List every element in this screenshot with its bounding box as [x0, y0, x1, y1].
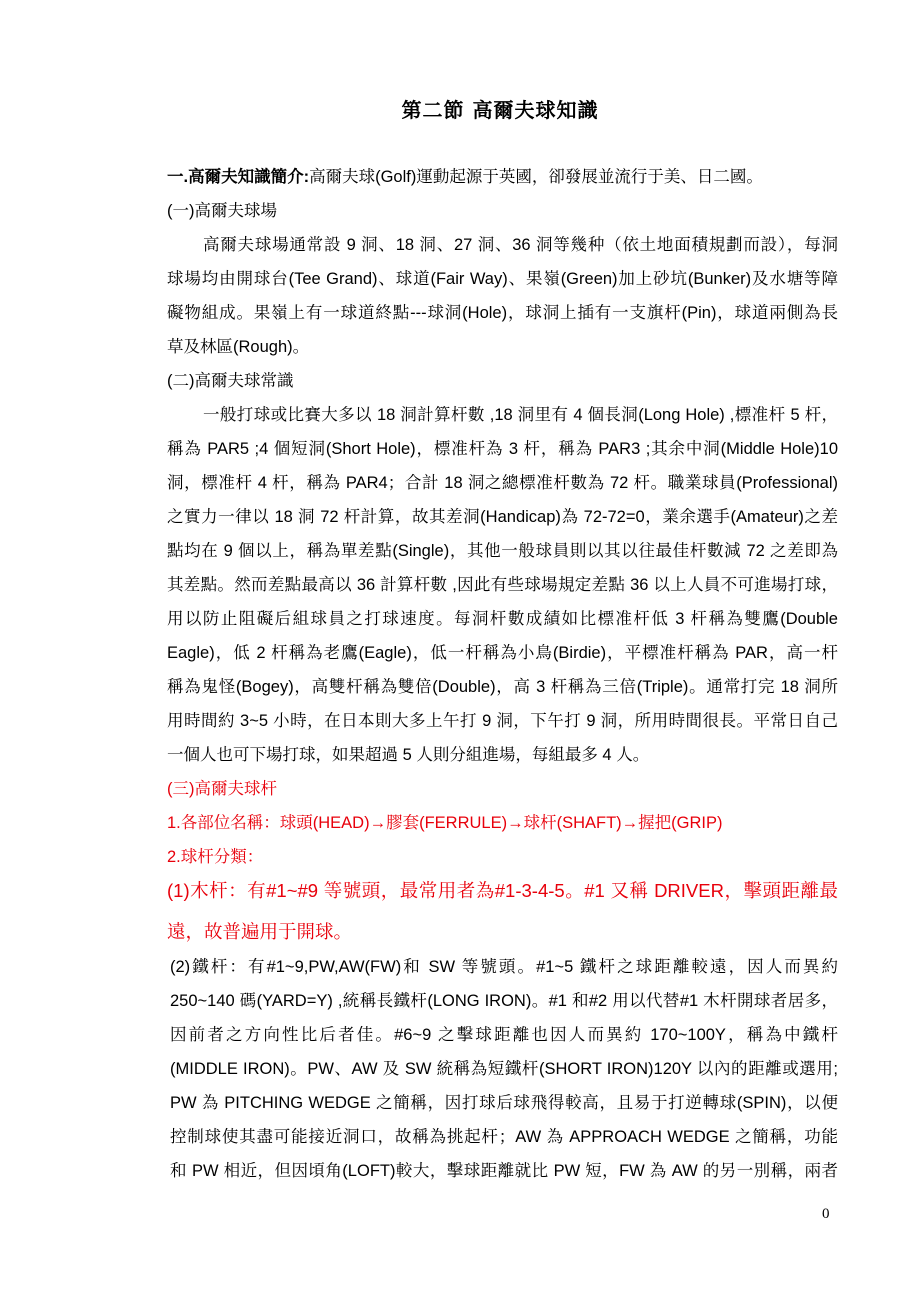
line-text: 洞，標准杆 4 杆，稱為 PAR4；合計 18 洞之總標准杆數為 72 杆。職業球員(Professional): [167, 474, 838, 492]
line-text: 高爾夫球(Golf)運動起源于英國，卻發展並流行于美、日二國。: [309, 168, 763, 186]
text-line: [167, 506, 838, 528]
text-line: [170, 1024, 838, 1046]
line-text: (二)高爾夫球常識: [167, 372, 294, 390]
text-line: [167, 370, 838, 392]
line-text: 250~140 碼(YARD=Y) ,統稱長鐵杆(LONG IRON)。#1 和#2 用以代替#1 木杆開球者居多，: [170, 992, 838, 1010]
line-text: 用以防止阻礙后組球員之打球速度。每洞杆數成績如比標准杆低 3 杆稱為雙鷹(Double: [167, 610, 838, 628]
line-text: PW 為 PITCHING WEDGE 之簡稱，因打球后球飛得較高，且易于打逆轉球(SPIN)，以便: [170, 1094, 838, 1112]
text-line: [167, 302, 838, 324]
line-text: 1.各部位名稱：球頭(HEAD)→膠套(FERRULE)→球杆(SHAFT)→握把(GRIP): [167, 814, 723, 832]
text-line: [167, 710, 838, 732]
text-line: [167, 166, 838, 188]
text-line: [167, 846, 838, 868]
line-text: 稱為鬼怪(Bogey)，高雙杆稱為雙倍(Double)，高 3 杆稱為三倍(Triple)。通常打完 18 洞所: [167, 678, 838, 696]
text-line: [170, 1160, 838, 1182]
text-line: [170, 990, 838, 1012]
text-line: [167, 540, 838, 562]
line-text: Eagle)，低 2 杆稱為老鷹(Eagle)，低一杆稱為小鳥(Birdie)，平標准杆稱為 PAR，高一杆: [167, 644, 838, 662]
line-text: 和 PW 相近，但因頃角(LOFT)較大，擊球距離就比 PW 短，FW 為 AW 的另一別稱，兩者: [170, 1162, 838, 1180]
page-title: 第二節 高爾夫球知識: [401, 98, 599, 122]
page-number: 0: [822, 1206, 830, 1222]
line-text: 點均在 9 個以上，稱為單差點(Single)，其他一般球員則以其以往最佳杆數減 72 之差即為: [167, 542, 838, 560]
line-text: 一個人也可下場打球，如果超過 5 人則分組進場，每組最多 4 人。: [167, 746, 650, 764]
line-text: 球場均由開球台(Tee Grand)、球道(Fair Way)、果嶺(Green)加上砂坑(Bunker)及水塘等障: [167, 270, 838, 288]
line-text: (三)高爾夫球杆: [167, 780, 277, 798]
text-line: [167, 574, 838, 596]
text-line: [170, 1058, 838, 1080]
line-text: (1)木杆：有#1~#9 等號頭，最常用者為#1-3-4-5。#1 又稱 DRIVER，擊頭距離最: [167, 880, 838, 901]
line-text: (一)高爾夫球場: [167, 202, 277, 220]
line-text: 礙物組成。果嶺上有一球道終點---球洞(Hole)，球洞上插有一支旗杆(Pin)，球道兩側為長: [167, 304, 838, 322]
text-line: [167, 880, 838, 902]
line-text: 之實力一律以 18 洞 72 杆計算，故其差洞(Handicap)為 72-72=0，業余選手(Amateur)之差: [167, 508, 838, 526]
section-heading: 一.高爾夫知識簡介:: [167, 168, 310, 186]
text-line: [167, 438, 838, 460]
text-line: [167, 200, 838, 222]
line-text: 稱為 PAR5 ;4 個短洞(Short Hole)，標准杆為 3 杆，稱為 PAR3 ;其余中洞(Middle Hole)10: [167, 440, 838, 458]
line-text: 高爾夫球場通常設 9 洞、18 洞、27 洞、36 洞等幾种（依土地面積規劃而設），每洞: [203, 236, 838, 254]
text-line: [167, 336, 838, 358]
text-line: [170, 1092, 838, 1114]
line-text: 遠，故普遍用于開球。: [167, 921, 353, 942]
line-text: 2.球杆分類：: [167, 848, 264, 866]
text-line: [167, 268, 838, 290]
text-line: [167, 404, 838, 426]
line-text: 用時間約 3~5 小時，在日本則大多上午打 9 洞，下午打 9 洞，所用時間很長。平常日自己: [167, 712, 838, 730]
text-line: [167, 608, 838, 630]
text-line: [167, 472, 838, 494]
line-text: 因前者之方向性比后者佳。#6~9 之擊球距離也因人而異約 170~100Y，稱為中鐵杆: [170, 1026, 838, 1044]
line-text: 控制球使其盡可能接近洞口，故稱為挑起杆；AW 為 APPROACH WEDGE 之簡稱，功能: [170, 1128, 838, 1146]
text-line: [170, 1126, 838, 1148]
line-text: (2)鐵杆：有#1~9,PW,AW(FW)和 SW 等號頭。#1~5 鐵杆之球距離較遠，因人而異約: [170, 958, 838, 976]
line-text: 一般打球或比賽大多以 18 洞計算杆數 ,18 洞里有 4 個長洞(Long Hole) ,標准杆 5 杆，: [203, 406, 838, 424]
text-line: [167, 744, 838, 766]
text-line: [167, 676, 838, 698]
text-line: [167, 921, 838, 943]
line-text: 草及林區(Rough)。: [167, 338, 310, 356]
text-line: [167, 642, 838, 664]
text-line: [167, 234, 838, 256]
text-line: [167, 778, 838, 800]
text-line: [167, 812, 838, 834]
line-text: 其差點。然而差點最高以 36 計算杆數 ,因此有些球場規定差點 36 以上人員不可進場打球，: [167, 576, 838, 594]
line-text: (MIDDLE IRON)。PW、AW 及 SW 統稱為短鐵杆(SHORT IRON)120Y 以內的距離或選用;: [170, 1060, 838, 1078]
text-line: [170, 956, 838, 978]
